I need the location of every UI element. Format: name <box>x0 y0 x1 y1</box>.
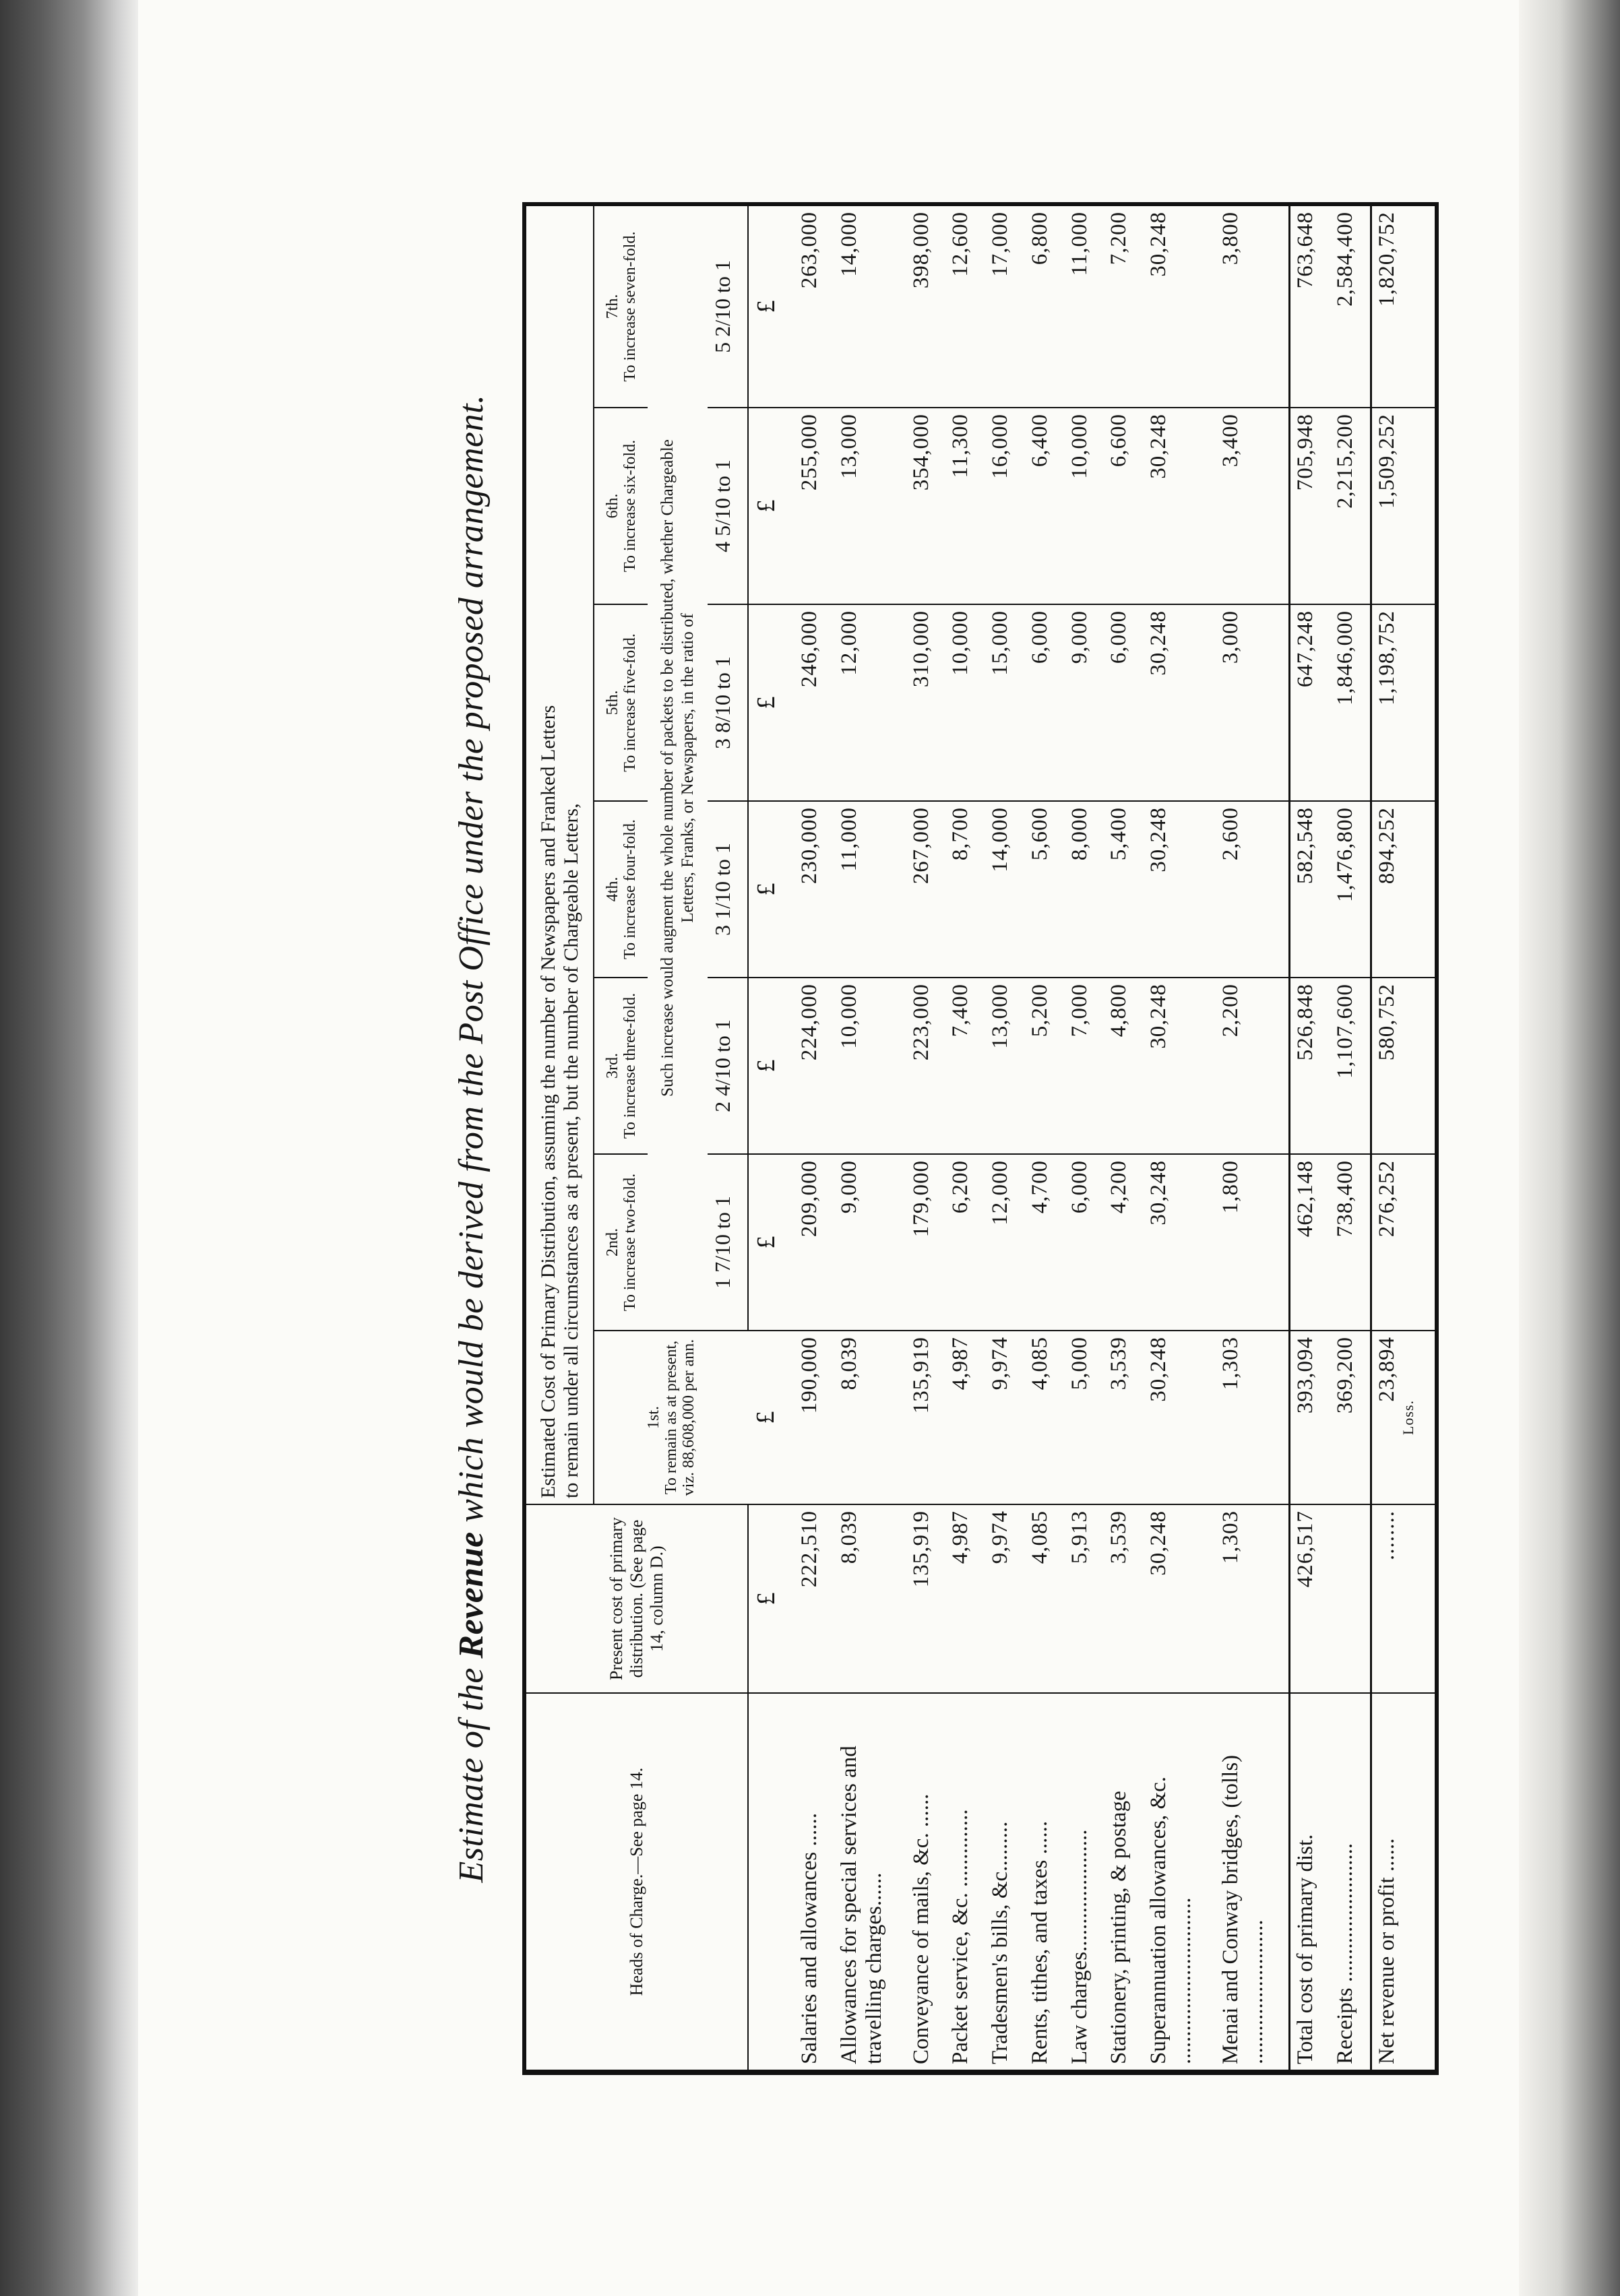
row-value: 4,987 <box>945 1504 985 1693</box>
col-ordinal: 3rd. <box>603 1053 621 1079</box>
table-row <box>1216 205 1289 2070</box>
col-desc: To increase five-fold. <box>621 633 639 772</box>
row-value: 222,510 <box>795 1504 834 1693</box>
row-value: 10,000 <box>834 978 906 1154</box>
col-desc: To remain as at present, viz. 88,608,000 per ann. <box>662 1339 698 1496</box>
total-cell: 426,517 <box>1289 1504 1330 1693</box>
table-row <box>1144 205 1216 2070</box>
row-value: 4,800 <box>1104 978 1144 1154</box>
net-value: 23,894 <box>1374 1337 1399 1402</box>
ratio-cell: 3 1/10 to 1 <box>708 801 748 978</box>
group-header-line1: Estimated Cost of Primary Distribution, assuming the number of Newspapers and Franked Letters <box>536 705 559 1498</box>
row-value: 6,800 <box>1025 205 1065 408</box>
row-value: 9,974 <box>985 1331 1025 1504</box>
rotated-content <box>435 202 1445 2075</box>
table-row <box>1065 205 1104 2070</box>
row-value: 5,913 <box>1065 1504 1104 1693</box>
revenue-table-frame <box>522 202 1439 2075</box>
row-value: 224,000 <box>795 978 834 1154</box>
col-ordinal: 6th. <box>603 493 621 519</box>
net-cell: 1,820,752 <box>1371 205 1435 408</box>
ratio-cell: 5 2/10 to 1 <box>708 205 748 408</box>
col-ordinal: 7th. <box>603 294 621 319</box>
ratio-note-line2: Letters, Franks, or Newspapers, in the ratio of <box>679 613 697 923</box>
net-cell: 580,752 <box>1371 978 1435 1154</box>
net-cell: 1,509,252 <box>1371 408 1435 604</box>
ratio-cell: 4 5/10 to 1 <box>708 408 748 604</box>
row-value: 5,600 <box>1025 801 1065 978</box>
row-value: 10,000 <box>945 604 985 801</box>
receipts-cell: 1,107,600 <box>1330 978 1371 1154</box>
total-cell: 462,148 <box>1289 1154 1330 1331</box>
row-value: 3,000 <box>1216 604 1289 801</box>
row-value: 13,000 <box>985 978 1025 1154</box>
col-1st-header <box>594 1331 747 1504</box>
row-value: 6,600 <box>1104 408 1144 604</box>
heads-of-charge-header: Heads of Charge.—See page 14. <box>526 1693 748 2070</box>
table-body <box>795 205 1289 2070</box>
row-value: 6,000 <box>1104 604 1144 801</box>
net-cell: 1,198,752 <box>1371 604 1435 801</box>
row-value: 8,000 <box>1065 801 1104 978</box>
row-value: 12,000 <box>985 1154 1025 1331</box>
title-prefix: Estimate of the <box>452 1658 491 1883</box>
row-label: Stationery, printing, & postage <box>1104 1693 1144 2070</box>
group-header-line2: to remain under all circumstances as at present, but the number of Chargeable Letters, <box>559 803 582 1498</box>
row-value: 246,000 <box>795 604 834 801</box>
table-row <box>795 205 834 2070</box>
row-value: 30,248 <box>1144 1331 1216 1504</box>
col-4th-header <box>594 801 648 978</box>
row-value: 7,200 <box>1104 205 1144 408</box>
row-value: 7,400 <box>945 978 985 1154</box>
row-value: 7,000 <box>1065 978 1104 1154</box>
receipts-cell: 2,215,200 <box>1330 408 1371 604</box>
row-value: 209,000 <box>795 1154 834 1331</box>
empty-cell <box>748 1693 795 2070</box>
row-value: 135,919 <box>906 1331 946 1504</box>
currency-row <box>748 205 795 2070</box>
row-value: 14,000 <box>834 205 906 408</box>
page-edge-shadow <box>1519 0 1620 2296</box>
row-value: 30,248 <box>1144 1154 1216 1331</box>
total-label: Total cost of primary dist. <box>1289 1693 1330 2070</box>
row-value: 30,248 <box>1144 205 1216 408</box>
currency-cell: £ <box>748 408 795 604</box>
row-value: 6,000 <box>1065 1154 1104 1331</box>
total-cell: 393,094 <box>1289 1331 1330 1504</box>
row-value: 30,248 <box>1144 801 1216 978</box>
row-value: 4,700 <box>1025 1154 1065 1331</box>
row-value: 5,000 <box>1065 1331 1104 1504</box>
row-value: 3,800 <box>1216 205 1289 408</box>
table-row <box>985 205 1025 2070</box>
row-value: 11,000 <box>1065 205 1104 408</box>
col-ordinal: 4th. <box>603 876 621 902</box>
col-desc: To increase two-fold. <box>621 1173 639 1312</box>
receipts-cell <box>1330 1504 1371 1693</box>
row-value: 6,400 <box>1025 408 1065 604</box>
row-value: 16,000 <box>985 408 1025 604</box>
col-ordinal: 2nd. <box>603 1228 621 1256</box>
currency-cell: £ <box>748 205 795 408</box>
col-6th-header <box>594 408 648 604</box>
row-value: 10,000 <box>1065 408 1104 604</box>
book-spine-shadow <box>0 0 138 2296</box>
row-value: 255,000 <box>795 408 834 604</box>
net-cell: 894,252 <box>1371 801 1435 978</box>
row-value: 4,085 <box>1025 1504 1065 1693</box>
row-value: 8,039 <box>834 1504 906 1693</box>
total-cell: 526,848 <box>1289 978 1330 1154</box>
receipts-cell: 738,400 <box>1330 1154 1371 1331</box>
row-value: 223,000 <box>906 978 946 1154</box>
table-row <box>945 205 985 2070</box>
receipts-cell: 1,476,800 <box>1330 801 1371 978</box>
row-label: Menai and Conway bridges, (tolls) .......................... <box>1216 1693 1289 2070</box>
book-page <box>138 0 1519 2296</box>
row-value: 6,000 <box>1025 604 1065 801</box>
row-label: Superannuation allowances, &c. .............................. <box>1144 1693 1216 2070</box>
currency-cell: £ <box>748 978 795 1154</box>
row-value: 267,000 <box>906 801 946 978</box>
col-desc: To increase seven-fold. <box>621 231 639 382</box>
col-ordinal: 1st. <box>645 1406 663 1430</box>
net-cell: 276,252 <box>1371 1154 1435 1331</box>
total-cell: 647,248 <box>1289 604 1330 801</box>
row-value: 2,600 <box>1216 801 1289 978</box>
row-value: 9,000 <box>1065 604 1104 801</box>
table-row <box>1104 205 1144 2070</box>
net-cell <box>1371 1331 1435 1504</box>
row-label: Rents, tithes, and taxes ...... <box>1025 1693 1065 2070</box>
currency-cell: £ <box>748 1504 795 1693</box>
col-desc: To increase four-fold. <box>621 819 639 959</box>
currency-cell: £ <box>748 1331 795 1504</box>
row-label: Conveyance of mails, &c. ...... <box>906 1693 946 2070</box>
receipts-row <box>1330 205 1371 2070</box>
receipts-cell: 1,846,000 <box>1330 604 1371 801</box>
table-row <box>906 205 946 2070</box>
col-7th-header <box>594 205 648 408</box>
row-value: 1,800 <box>1216 1154 1289 1331</box>
total-cell: 582,548 <box>1289 801 1330 978</box>
row-value: 30,248 <box>1144 1504 1216 1693</box>
row-value: 190,000 <box>795 1331 834 1504</box>
currency-cell: £ <box>748 801 795 978</box>
ratio-cell: 3 8/10 to 1 <box>708 604 748 801</box>
row-value: 5,200 <box>1025 978 1065 1154</box>
row-value: 4,987 <box>945 1331 985 1504</box>
ratio-note <box>648 205 708 1331</box>
title-revenue: Revenue <box>452 1531 491 1659</box>
row-value: 12,600 <box>945 205 985 408</box>
row-value: 15,000 <box>985 604 1025 801</box>
row-value: 3,539 <box>1104 1504 1144 1693</box>
row-value: 1,303 <box>1216 1331 1289 1504</box>
net-revenue-row <box>1371 205 1435 2070</box>
row-value: 4,200 <box>1104 1154 1144 1331</box>
row-value: 30,248 <box>1144 604 1216 801</box>
currency-cell: £ <box>748 1154 795 1331</box>
row-label: Allowances for special services and travelling charges...... <box>834 1693 906 2070</box>
receipts-cell: 369,200 <box>1330 1331 1371 1504</box>
row-value: 13,000 <box>834 408 906 604</box>
estimated-cost-header <box>526 205 594 1504</box>
row-label: Tradesmen's bills, &c......... <box>985 1693 1025 2070</box>
table-row <box>1025 205 1065 2070</box>
col-2nd-header <box>594 1154 648 1331</box>
col-desc: To increase six-fold. <box>621 439 639 573</box>
col-ordinal: 5th. <box>603 690 621 715</box>
row-value: 310,000 <box>906 604 946 801</box>
revenue-table <box>526 205 1435 2071</box>
row-value: 5,400 <box>1104 801 1144 978</box>
net-cell: ........ <box>1371 1504 1435 1693</box>
row-value: 6,200 <box>945 1154 985 1331</box>
row-value: 354,000 <box>906 408 946 604</box>
row-value: 135,919 <box>906 1504 946 1693</box>
row-value: 30,248 <box>1144 978 1216 1154</box>
row-label: Salaries and allowances ...... <box>795 1693 834 2070</box>
row-value: 2,200 <box>1216 978 1289 1154</box>
page-title <box>435 202 509 2075</box>
col-5th-header <box>594 604 648 801</box>
row-value: 263,000 <box>795 205 834 408</box>
row-label: Packet service, &c. .............. <box>945 1693 985 2070</box>
row-value: 11,300 <box>945 408 985 604</box>
net-label: Net revenue or profit ...... <box>1371 1693 1435 2070</box>
table-row <box>834 205 906 2070</box>
row-value: 8,700 <box>945 801 985 978</box>
row-value: 14,000 <box>985 801 1025 978</box>
ratio-cell: 1 7/10 to 1 <box>708 1154 748 1331</box>
total-cell: 705,948 <box>1289 408 1330 604</box>
row-value: 30,248 <box>1144 408 1216 604</box>
ratio-note-line1: Such increase would augment the whole number of packets to be distributed, whether Chargeable <box>658 439 677 1097</box>
row-value: 17,000 <box>985 205 1025 408</box>
row-label: Law charges...................... <box>1065 1693 1104 2070</box>
row-value: 398,000 <box>906 205 946 408</box>
total-cell: 763,648 <box>1289 205 1330 408</box>
row-value: 9,974 <box>985 1504 1025 1693</box>
row-value: 230,000 <box>795 801 834 978</box>
ratio-cell: 2 4/10 to 1 <box>708 978 748 1154</box>
row-value: 3,539 <box>1104 1331 1144 1504</box>
row-value: 9,000 <box>834 1154 906 1331</box>
row-value: 3,400 <box>1216 408 1289 604</box>
total-row <box>1289 205 1330 2070</box>
row-value: 12,000 <box>834 604 906 801</box>
col-desc: To increase three-fold. <box>621 992 639 1139</box>
loss-note: Loss. <box>1399 1399 1416 1436</box>
row-value: 1,303 <box>1216 1504 1289 1693</box>
title-suffix: which would be derived from the Post Office under the proposed arrangement. <box>452 394 491 1532</box>
header-group-row <box>526 205 594 2070</box>
present-cost-header: Present cost of primary distribution. (See page 14, column D.) <box>526 1504 748 1693</box>
receipts-label: Receipts ......................... <box>1330 1693 1371 2070</box>
row-value: 4,085 <box>1025 1331 1065 1504</box>
col-3rd-header <box>594 978 648 1154</box>
currency-cell: £ <box>748 604 795 801</box>
row-value: 8,039 <box>834 1331 906 1504</box>
row-value: 11,000 <box>834 801 906 978</box>
row-value: 179,000 <box>906 1154 946 1331</box>
receipts-cell: 2,584,400 <box>1330 205 1371 408</box>
